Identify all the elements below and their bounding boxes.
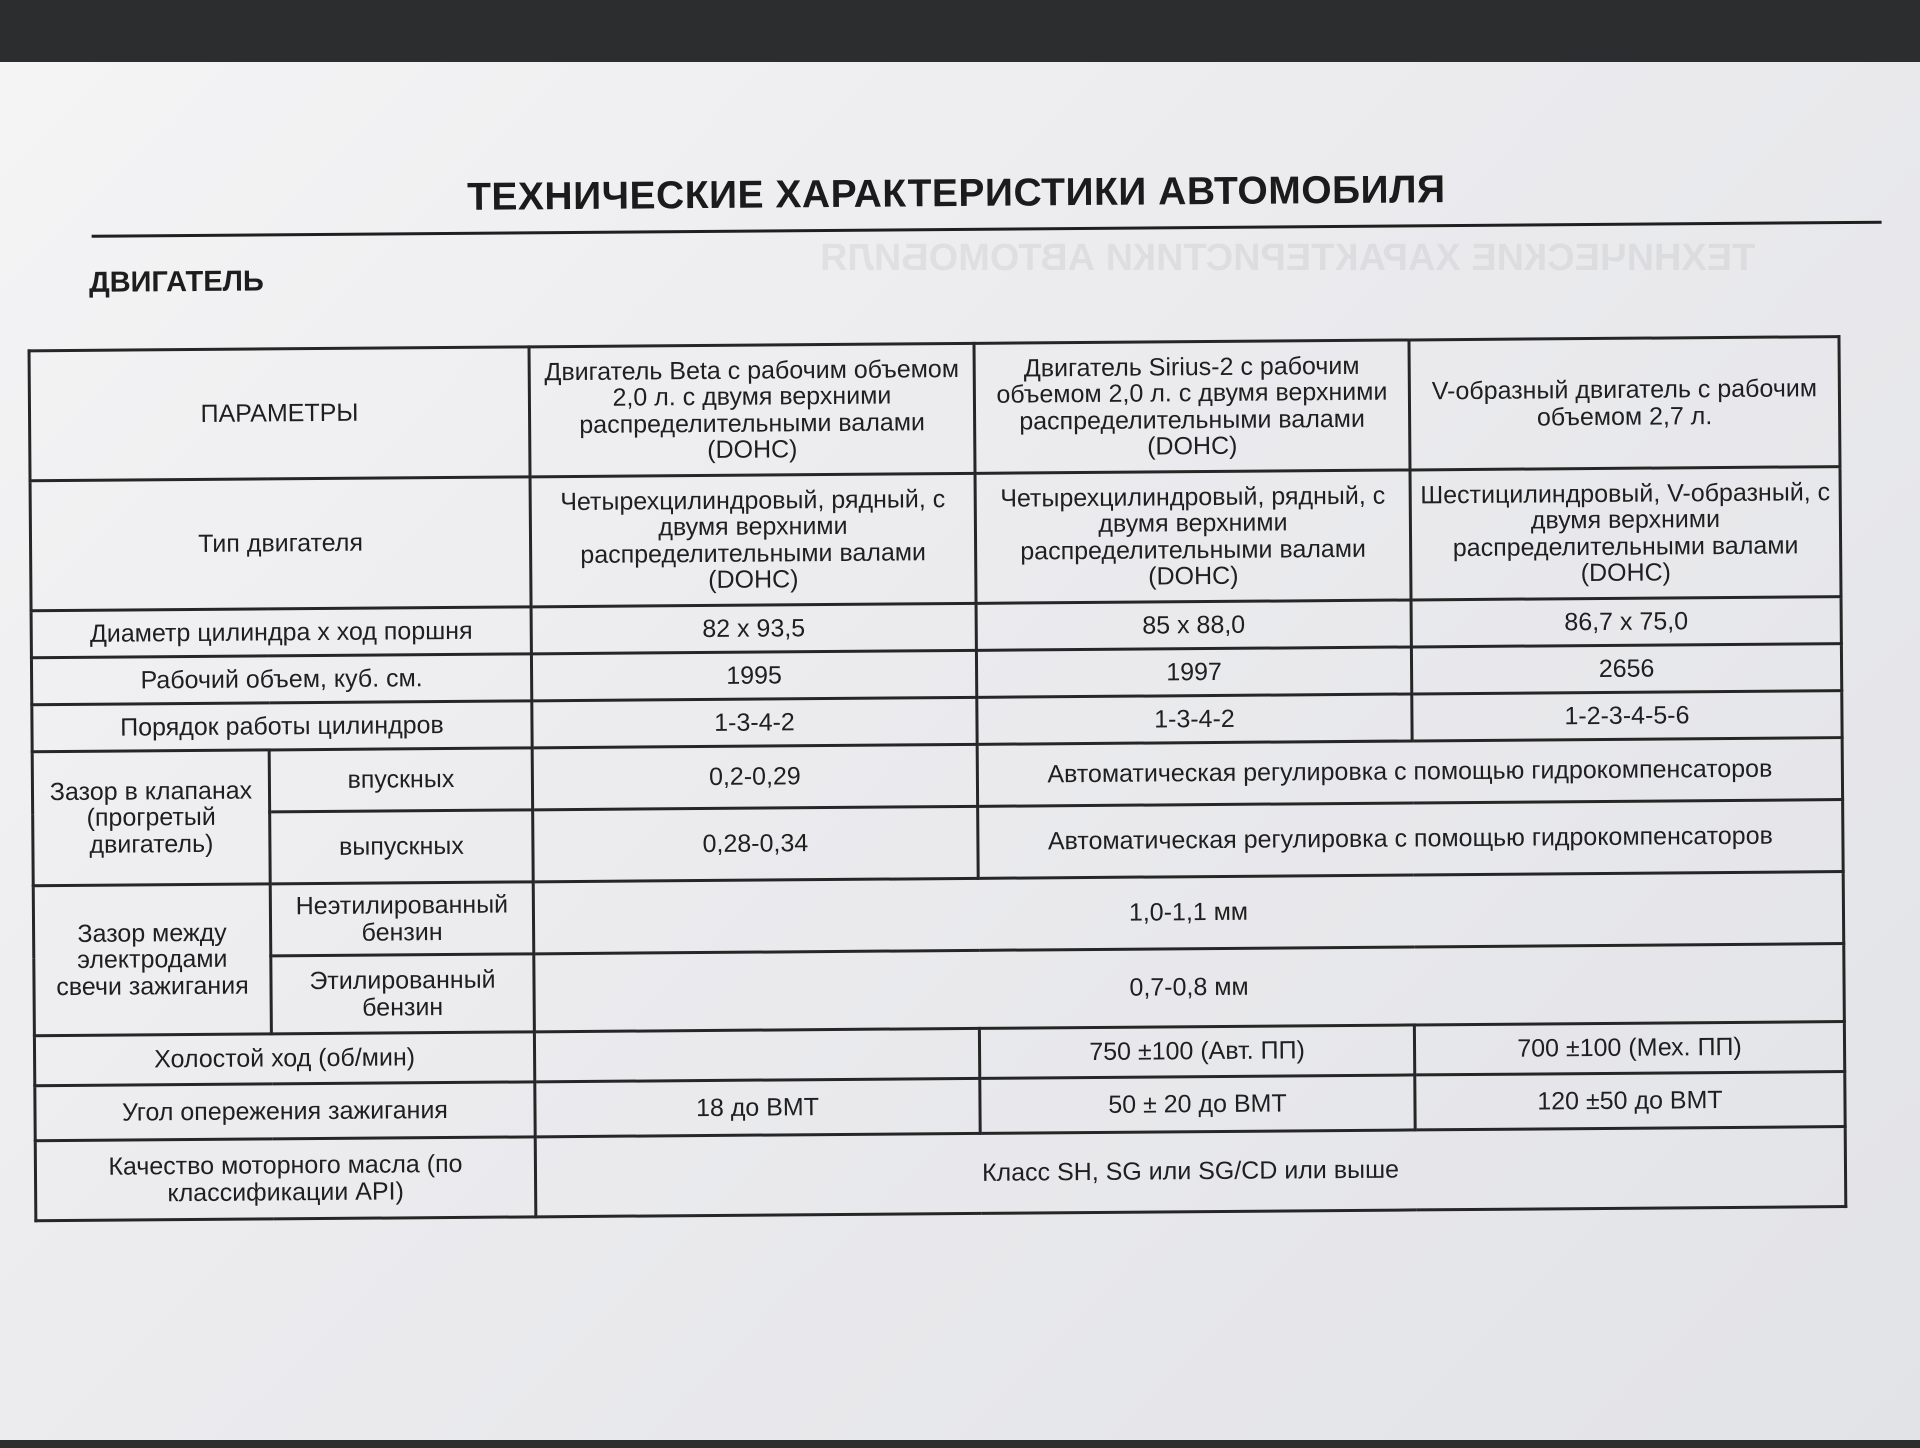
cell-value: Четырехцилиндровый, рядный, с двумя верхними распределительными валами (DOHC) — [530, 473, 976, 606]
row-label: Диаметр цилиндра x ход поршня — [31, 607, 531, 658]
section-heading: ДВИГАТЕЛЬ — [88, 265, 264, 299]
cell-value: 750 ±100 (Авт. ПП) — [979, 1025, 1414, 1078]
cell-value: 86,7 x 75,0 — [1411, 597, 1841, 647]
table-header-row — [29, 337, 1840, 481]
cell-value: 1-3-4-2 — [977, 694, 1412, 744]
bleed-through-text: ТЕХНИЧЕСКИЕ ХАРАКТЕРИСТИКИ АВТОМОБИЛЯ — [820, 237, 1756, 279]
table-row — [34, 944, 1845, 1036]
cell-value: 2656 — [1411, 644, 1841, 694]
cell-empty — [534, 1028, 979, 1081]
header-params: ПАРАМЕТРЫ — [29, 347, 530, 481]
row-label: Качество моторного масла (по классификации API) — [35, 1137, 536, 1221]
cell-value: Четырехцилиндровый, рядный, с двумя верхними распределительными валами (DOHC) — [975, 470, 1411, 603]
document-page — [0, 62, 1920, 1440]
header-engine-beta: Двигатель Beta с рабочим объемом 2,0 л. с двумя верхними распределительными валами (DOHC) — [529, 343, 975, 476]
cell-value: 1997 — [976, 647, 1411, 697]
cell-value: 0,7-0,8 мм — [534, 944, 1845, 1032]
cell-value: Автоматическая регулировка с помощью гидрокомпенсаторов — [977, 738, 1842, 807]
cell-value: 85 x 88,0 — [976, 600, 1411, 650]
sub-label: Неэтилированный бензин — [270, 882, 534, 956]
cell-value: 0,2-0,29 — [532, 744, 977, 809]
cell-value: Класс SH, SG или SG/CD или выше — [535, 1127, 1846, 1217]
cell-value: 50 ± 20 до ВМТ — [980, 1075, 1415, 1133]
cell-value: 700 ±100 (Мех. ПП) — [1414, 1022, 1844, 1075]
row-label: Зазор в клапанах (прогретый двигатель) — [32, 750, 270, 886]
cell-value: 1-2-3-4-5-6 — [1412, 691, 1842, 741]
row-label: Угол опережения зажигания — [35, 1082, 535, 1141]
title-underline — [92, 221, 1882, 238]
cell-value: 82 x 93,5 — [531, 603, 976, 653]
header-engine-v6: V-образный двигатель с рабочим объемом 2,7 л. — [1409, 337, 1840, 470]
table-row — [35, 1127, 1846, 1221]
row-label: Рабочий объем, куб. см. — [31, 654, 531, 705]
row-label: Порядок работы цилиндров — [32, 701, 532, 752]
row-label: Холостой ход (об/мин) — [34, 1032, 534, 1086]
cell-value: 0,28-0,34 — [533, 806, 979, 881]
row-label: Тип двигателя — [30, 477, 531, 611]
cell-value: Шестицилиндровый, V-образный, с двумя верхними распределительными валами (DOHC) — [1410, 467, 1841, 600]
engine-spec-table — [28, 335, 1848, 1222]
cell-value: 1995 — [531, 650, 976, 700]
row-label: Зазор между электродами свечи зажигания — [33, 884, 271, 1036]
header-engine-sirius: Двигатель Sirius-2 с рабочим объемом 2,0 л. с двумя верхними распределительными валами (DOHC) — [974, 340, 1410, 473]
sub-label: выпускных — [270, 810, 534, 884]
page-content — [0, 54, 1920, 1447]
cell-value: 1-3-4-2 — [532, 697, 977, 747]
page-title: ТЕХНИЧЕСКИЕ ХАРАКТЕРИСТИКИ АВТОМОБИЛЯ — [466, 168, 1446, 219]
cell-value: 120 ±50 до ВМТ — [1415, 1072, 1845, 1130]
sub-label: впускных — [269, 748, 532, 812]
cell-value: 18 до ВМТ — [535, 1078, 980, 1136]
sub-label: Этилированный бензин — [271, 954, 535, 1034]
cell-value: Автоматическая регулировка с помощью гидрокомпенсаторов — [978, 800, 1844, 879]
table-row — [30, 467, 1841, 611]
cell-value: 1,0-1,1 мм — [533, 872, 1844, 954]
